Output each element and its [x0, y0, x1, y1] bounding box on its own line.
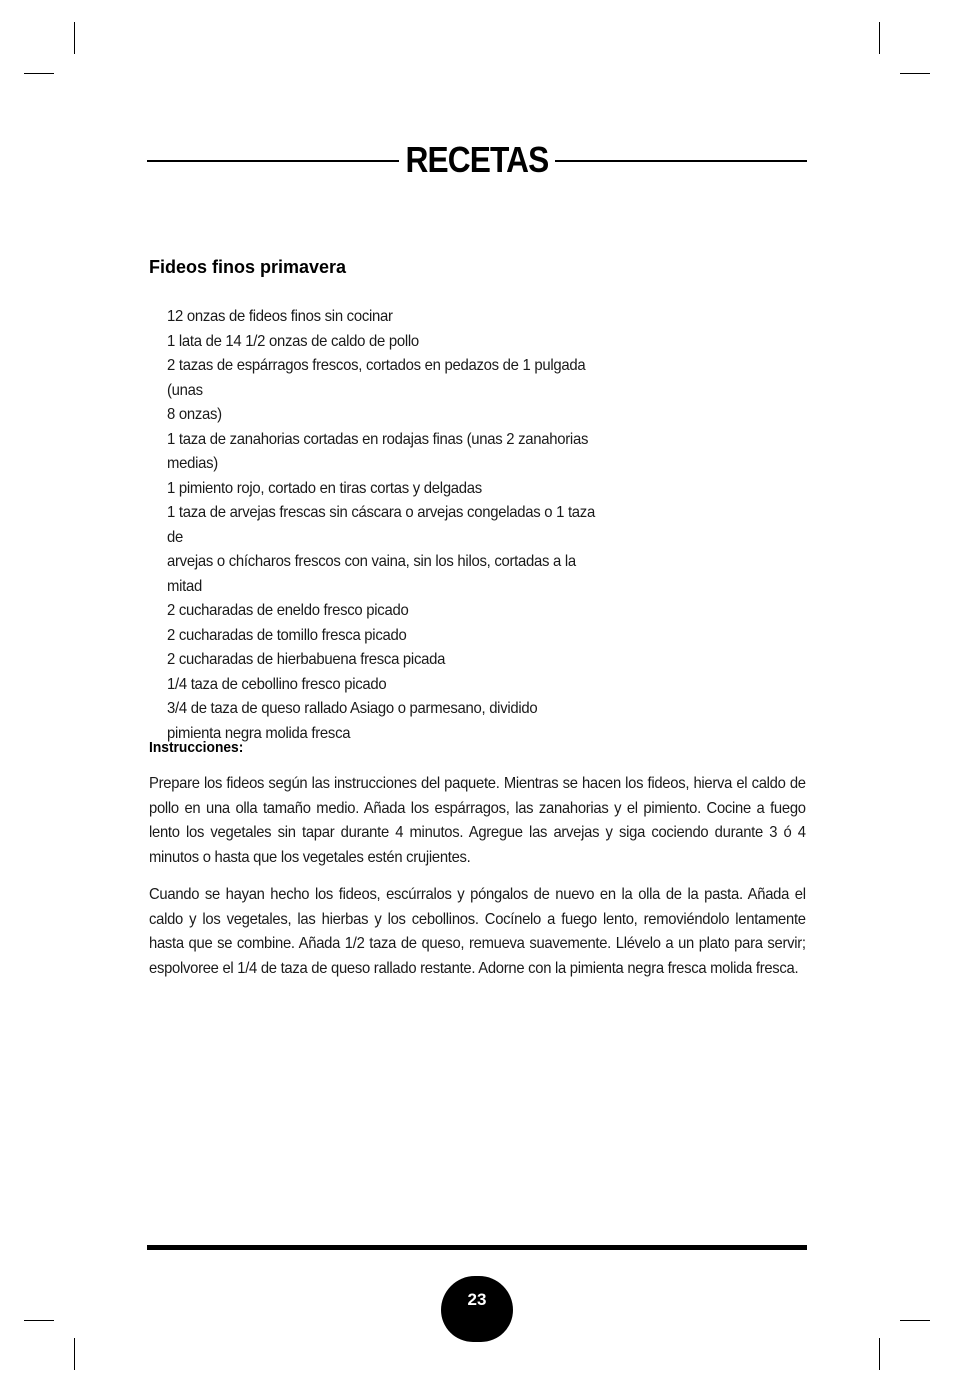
crop-mark-bottom-right-horizontal	[900, 1320, 930, 1321]
ingredient-line: 3/4 de taza de queso rallado Asiago o parmesano, dividido	[167, 700, 538, 717]
page-title: RECETAS	[405, 139, 549, 180]
footer-rule	[147, 1245, 807, 1250]
ingredient-line: mitad	[167, 577, 203, 595]
crop-mark-top-left-vertical	[74, 22, 75, 54]
crop-mark-bottom-left-horizontal	[24, 1320, 54, 1321]
ingredient-line: medias)	[167, 455, 218, 472]
ingredient-list	[167, 305, 613, 746]
recipe-title: Fideos finos primavera	[149, 257, 347, 277]
ingredient-line: 2 cucharadas de eneldo fresco picado	[167, 602, 409, 619]
crop-mark-bottom-left-vertical	[74, 1338, 75, 1370]
ingredient-line: 1 lata de 14 1/2 onzas de caldo de pollo	[167, 332, 419, 350]
ingredient-line: 1 taza de zanahorias cortadas en rodajas finas (unas 2 zanahorias	[167, 430, 589, 448]
ingredient-line: 1 taza de arvejas frescas sin cáscara o arvejas congeladas o 1 taza de	[167, 504, 595, 546]
ingredient-line: pimienta negra molida fresca	[167, 724, 351, 742]
crop-mark-bottom-right-vertical	[879, 1338, 880, 1370]
ingredient-line: 12 onzas de fideos finos sin cocinar	[167, 308, 393, 325]
ingredient-line: 2 cucharadas de tomillo fresca picado	[167, 626, 407, 644]
ingredient-line: 2 tazas de espárragos frescos, cortados en pedazos de 1 pulgada (unas	[167, 357, 586, 399]
ingredient-line: arvejas o chícharos frescos con vaina, sin los hilos, cortadas a la	[167, 553, 576, 570]
header-rule-right	[555, 160, 807, 162]
header-rule-left	[147, 160, 399, 162]
crop-mark-top-right-horizontal	[900, 73, 930, 74]
ingredient-line: 8 onzas)	[167, 406, 222, 423]
page-number: 23	[467, 1290, 487, 1309]
instructions-paragraph-2: Cuando se hayan hecho los fideos, escúrralos y póngalos de nuevo en la olla de la pasta. Añada el caldo y los vegetales, las hierbas y los cebollinos. Cocínelo a fuego lento, removiéndolo lentamente hasta que se combine. Añada 1/2 taza de queso, remueva suavemente. Llévelo a un plato para servir; espolvoree el 1/4 de taza de queso rallado restante. Adorne con la pimienta negra fresca molida fresca.	[149, 886, 806, 977]
instructions-paragraph-1: Prepare los fideos según las instrucciones del paquete. Mientras se hacen los fideos, hierva el caldo de pollo en una olla tamaño medio. Añada los espárragos, las zanahorias y el pimiento. Cocine a fuego lento los vegetales sin tapar durante 4 minutos. Agregue las arvejas y siga cociendo durante 3 ó 4 minutos o hasta que los vegetales estén crujientes.	[149, 775, 806, 866]
ingredient-line: 2 cucharadas de hierbabuena fresca picada	[167, 651, 446, 668]
ingredient-line: 1 pimiento rojo, cortado en tiras cortas y delgadas	[167, 479, 482, 497]
crop-mark-top-left-horizontal	[24, 73, 54, 74]
instructions-heading: Instrucciones:	[149, 739, 244, 756]
ingredient-line: 1/4 taza de cebollino fresco picado	[167, 675, 387, 693]
crop-mark-top-right-vertical	[879, 22, 880, 54]
